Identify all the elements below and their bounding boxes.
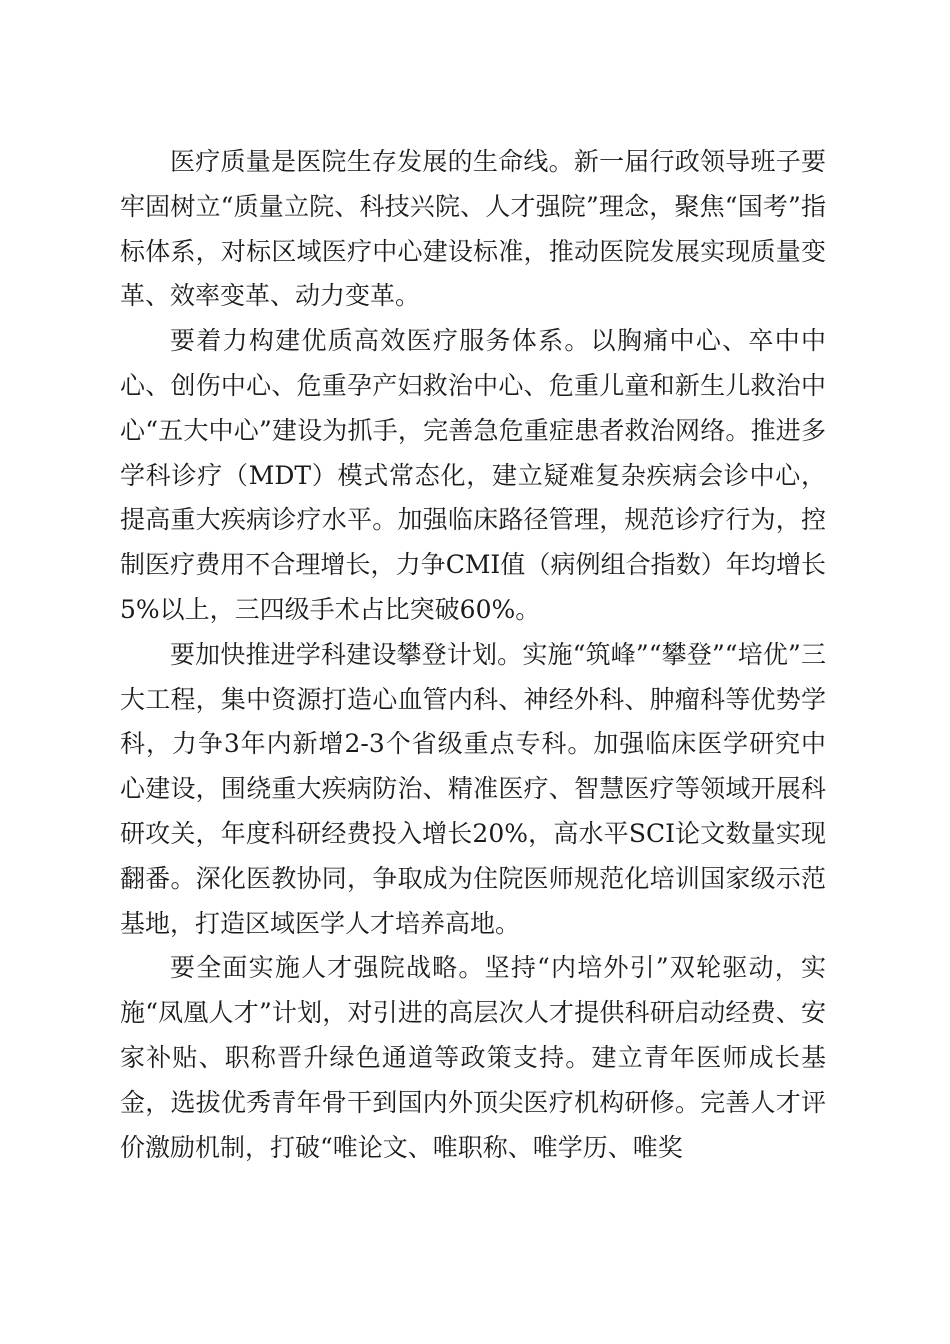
paragraph-medical-quality: 医疗质量是医院生存发展的生命线。新一届行政领导班子要牢固树立“质量立院、科技兴院、人才强院”理念，聚焦“国考”指标体系，对标区域医疗中心建设标准，推动医院发展实现质量变革、效率变革、动力变革。 [120, 147, 826, 311]
document-body [120, 140, 826, 1170]
paragraph-talent-strategy: 要全面实施人才强院战略。坚持“内培外引”双轮驱动，实施“凤凰人才”计划，对引进的高层次人才提供科研启动经费、安家补贴、职称晋升绿色通道等政策支持。建立青年医师成长基金，选拔优秀青年骨干到国内外顶尖医疗机构研修。完善人才评价激励机制，打破“唯论文、唯职称、唯学历、唯奖 [120, 953, 826, 1162]
paragraph-service-system: 要着力构建优质高效医疗服务体系。以胸痛中心、卒中中心、创伤中心、危重孕产妇救治中心、危重儿童和新生儿救治中心“五大中心”建设为抓手，完善急危重症患者救治网络。推进多学科诊疗（MDT）模式常态化，建立疑难复杂疾病会诊中心，提高重大疾病诊疗水平。加强临床路径管理，规范诊疗行为，控制医疗费用不合理增长，力争CMI值（病例组合指数）年均增长5%以上，三四级手术占比突破60%。 [120, 326, 826, 624]
paragraph-discipline-construction: 要加快推进学科建设攀登计划。实施“筑峰”“攀登”“培优”三大工程，集中资源打造心血管内科、神经外科、肿瘤科等优势学科，力争3年内新增2-3个省级重点专科。加强临床医学研究中心建设，围绕重大疾病防治、精准医疗、智慧医疗等领域开展科研攻关，年度科研经费投入增长20%，高水平SCI论文数量实现翻番。深化医教协同，争取成为住院医师规范化培训国家级示范基地，打造区域医学人才培养高地。 [120, 639, 826, 938]
